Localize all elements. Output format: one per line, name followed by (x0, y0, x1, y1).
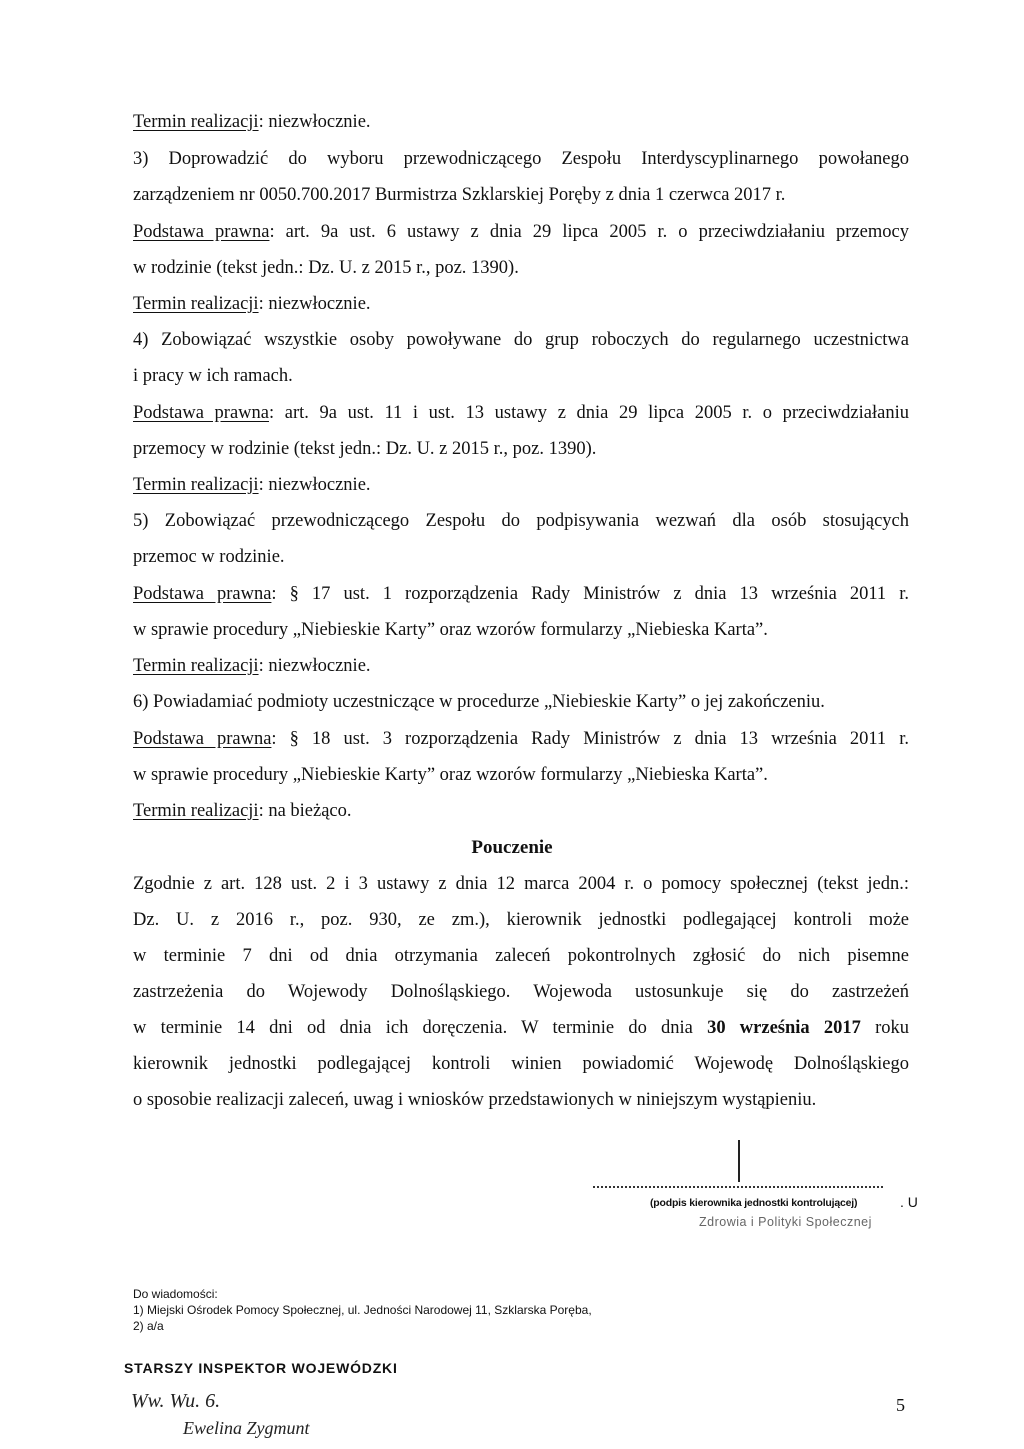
deadline-value: : na bieżąco. (258, 801, 352, 821)
legal-basis-label: Podstawa prawna (133, 584, 272, 604)
legal-basis-label: Podstawa prawna (133, 222, 270, 242)
notice-line-4: zastrzeżenia do Wojewody Dolnośląskiego. Wojewoda ustosunkuje się do zastrzeżeń (133, 982, 909, 1002)
deadline-value: : niezwłocznie. (258, 475, 371, 495)
deadline-label: Termin realizacji (133, 294, 259, 314)
legal-basis-value: : art. 9a ust. 11 i ust. 13 ustawy z dnia 29 lipca 2005 r. o przeciwdziałaniu (268, 403, 909, 423)
signature-dotted-line (593, 1186, 883, 1188)
item-3-line-2: zarządzeniem nr 0050.700.2017 Burmistrza Szklarskiej Poręby z dnia 1 czerwca 2017 r. (133, 185, 786, 205)
deadline-label: Termin realizacji (133, 475, 259, 495)
inspector-stamp: STARSZY INSPEKTOR WOJEWÓDZKI (124, 1360, 398, 1376)
deadline-label: Termin realizacji (133, 112, 259, 132)
legal-basis-cont: w sprawie procedury „Niebieskie Karty” oraz wzorów formularzy „Niebieska Karta”. (133, 620, 768, 640)
deadline-value: : niezwłocznie. (258, 656, 371, 676)
deadline-label: Termin realizacji (133, 801, 259, 821)
official-stamp: Zdrowia i Polityki Społecznej (699, 1215, 872, 1229)
deadline-line (133, 110, 371, 134)
notice-line-1: Zgodnie z art. 128 ust. 2 i 3 ustawy z dnia 12 marca 2004 r. o pomocy społecznej (tekst jedn.: (133, 874, 909, 894)
deadline-value: : niezwłocznie. (258, 294, 371, 314)
item-5-line-1: 5) Zobowiązać przewodniczącego Zespołu do podpisywania wezwań dla osób stosujących (133, 511, 909, 531)
notice-line-3: w terminie 7 dni od dnia otrzymania zaleceń pokontrolnych zgłosić do nich pisemne (133, 946, 909, 966)
section-heading: Pouczenie (471, 837, 553, 858)
item-4-line-1: 4) Zobowiązać wszystkie osoby powoływane do grup roboczych do regularnego uczestnictwa (133, 330, 909, 350)
legal-basis-line (133, 582, 909, 606)
legal-basis-value: : § 18 ust. 3 rozporządzenia Rady Ministrów z dnia 13 września 2011 r. (271, 729, 910, 749)
legal-basis-label: Podstawa prawna (133, 729, 272, 749)
deadline-label: Termin realizacji (133, 656, 259, 676)
legal-basis-label: Podstawa prawna (133, 403, 269, 423)
notice-line-2: Dz. U. z 2016 r., poz. 930, ze zm.), kierownik jednostki podlegającej kontroli może (133, 910, 909, 930)
item-3-line-1: 3) Doprowadzić do wyboru przewodniczącego Zespołu Interdyscyplinarnego powołanego (133, 149, 909, 169)
notice-text: roku (860, 1018, 909, 1038)
legal-basis-line (133, 220, 909, 244)
deadline-line (133, 799, 352, 823)
notes-item-2: 2) a/a (133, 1319, 164, 1333)
legal-basis-cont: w sprawie procedury „Niebieskie Karty” oraz wzorów formularzy „Niebieska Karta”. (133, 765, 768, 785)
deadline-value: : niezwłocznie. (258, 112, 371, 132)
notice-text: w terminie 14 dni od dnia ich doręczenia. W terminie do dnia (133, 1018, 708, 1038)
notes-title: Do wiadomości: (133, 1287, 218, 1301)
signature-mark (738, 1140, 740, 1182)
item-5-line-2: przemoc w rodzinie. (133, 547, 285, 567)
deadline-line (133, 654, 371, 678)
handwritten-name: Ewelina Zygmunt (183, 1418, 310, 1438)
signature-caption: (podpis kierownika jednostki kontrolującej) (650, 1197, 858, 1209)
legal-basis-value: : § 17 ust. 1 rozporządzenia Rady Ministrów z dnia 13 września 2011 r. (271, 584, 910, 604)
legal-basis-line (133, 401, 909, 425)
deadline-date: 30 września 2017 (707, 1018, 861, 1038)
legal-basis-value: : art. 9a ust. 6 ustawy z dnia 29 lipca 2005 r. o przeciwdziałaniu przemocy (269, 222, 909, 242)
notice-line-7: o sposobie realizacji zaleceń, uwag i wniosków przedstawionych w niniejszym wystąpieniu. (133, 1090, 817, 1110)
legal-basis-cont: przemocy w rodzinie (tekst jedn.: Dz. U. z 2015 r., poz. 1390). (133, 439, 597, 459)
notice-line-5 (133, 1016, 909, 1040)
handwritten-initials: Ww. Wu. 6. (131, 1390, 221, 1412)
notes-item-1: 1) Miejski Ośrodek Pomocy Społecznej, ul. Jedności Narodowej 11, Szklarska Poręba, (133, 1303, 592, 1317)
signature-mark-text: . U (900, 1194, 918, 1210)
legal-basis-cont: w rodzinie (tekst jedn.: Dz. U. z 2015 r., poz. 1390). (133, 258, 519, 278)
deadline-line (133, 473, 371, 497)
legal-basis-line (133, 727, 909, 751)
deadline-line (133, 292, 371, 316)
notice-line-6: kierownik jednostki podlegającej kontroli winien powiadomić Wojewodę Dolnośląskiego (133, 1054, 909, 1074)
page-number: 5 (896, 1395, 905, 1415)
item-6-line-1: 6) Powiadamiać podmioty uczestniczące w procedurze „Niebieskie Karty” o jej zakończeniu. (133, 692, 825, 712)
item-4-line-2: i pracy w ich ramach. (133, 366, 293, 386)
